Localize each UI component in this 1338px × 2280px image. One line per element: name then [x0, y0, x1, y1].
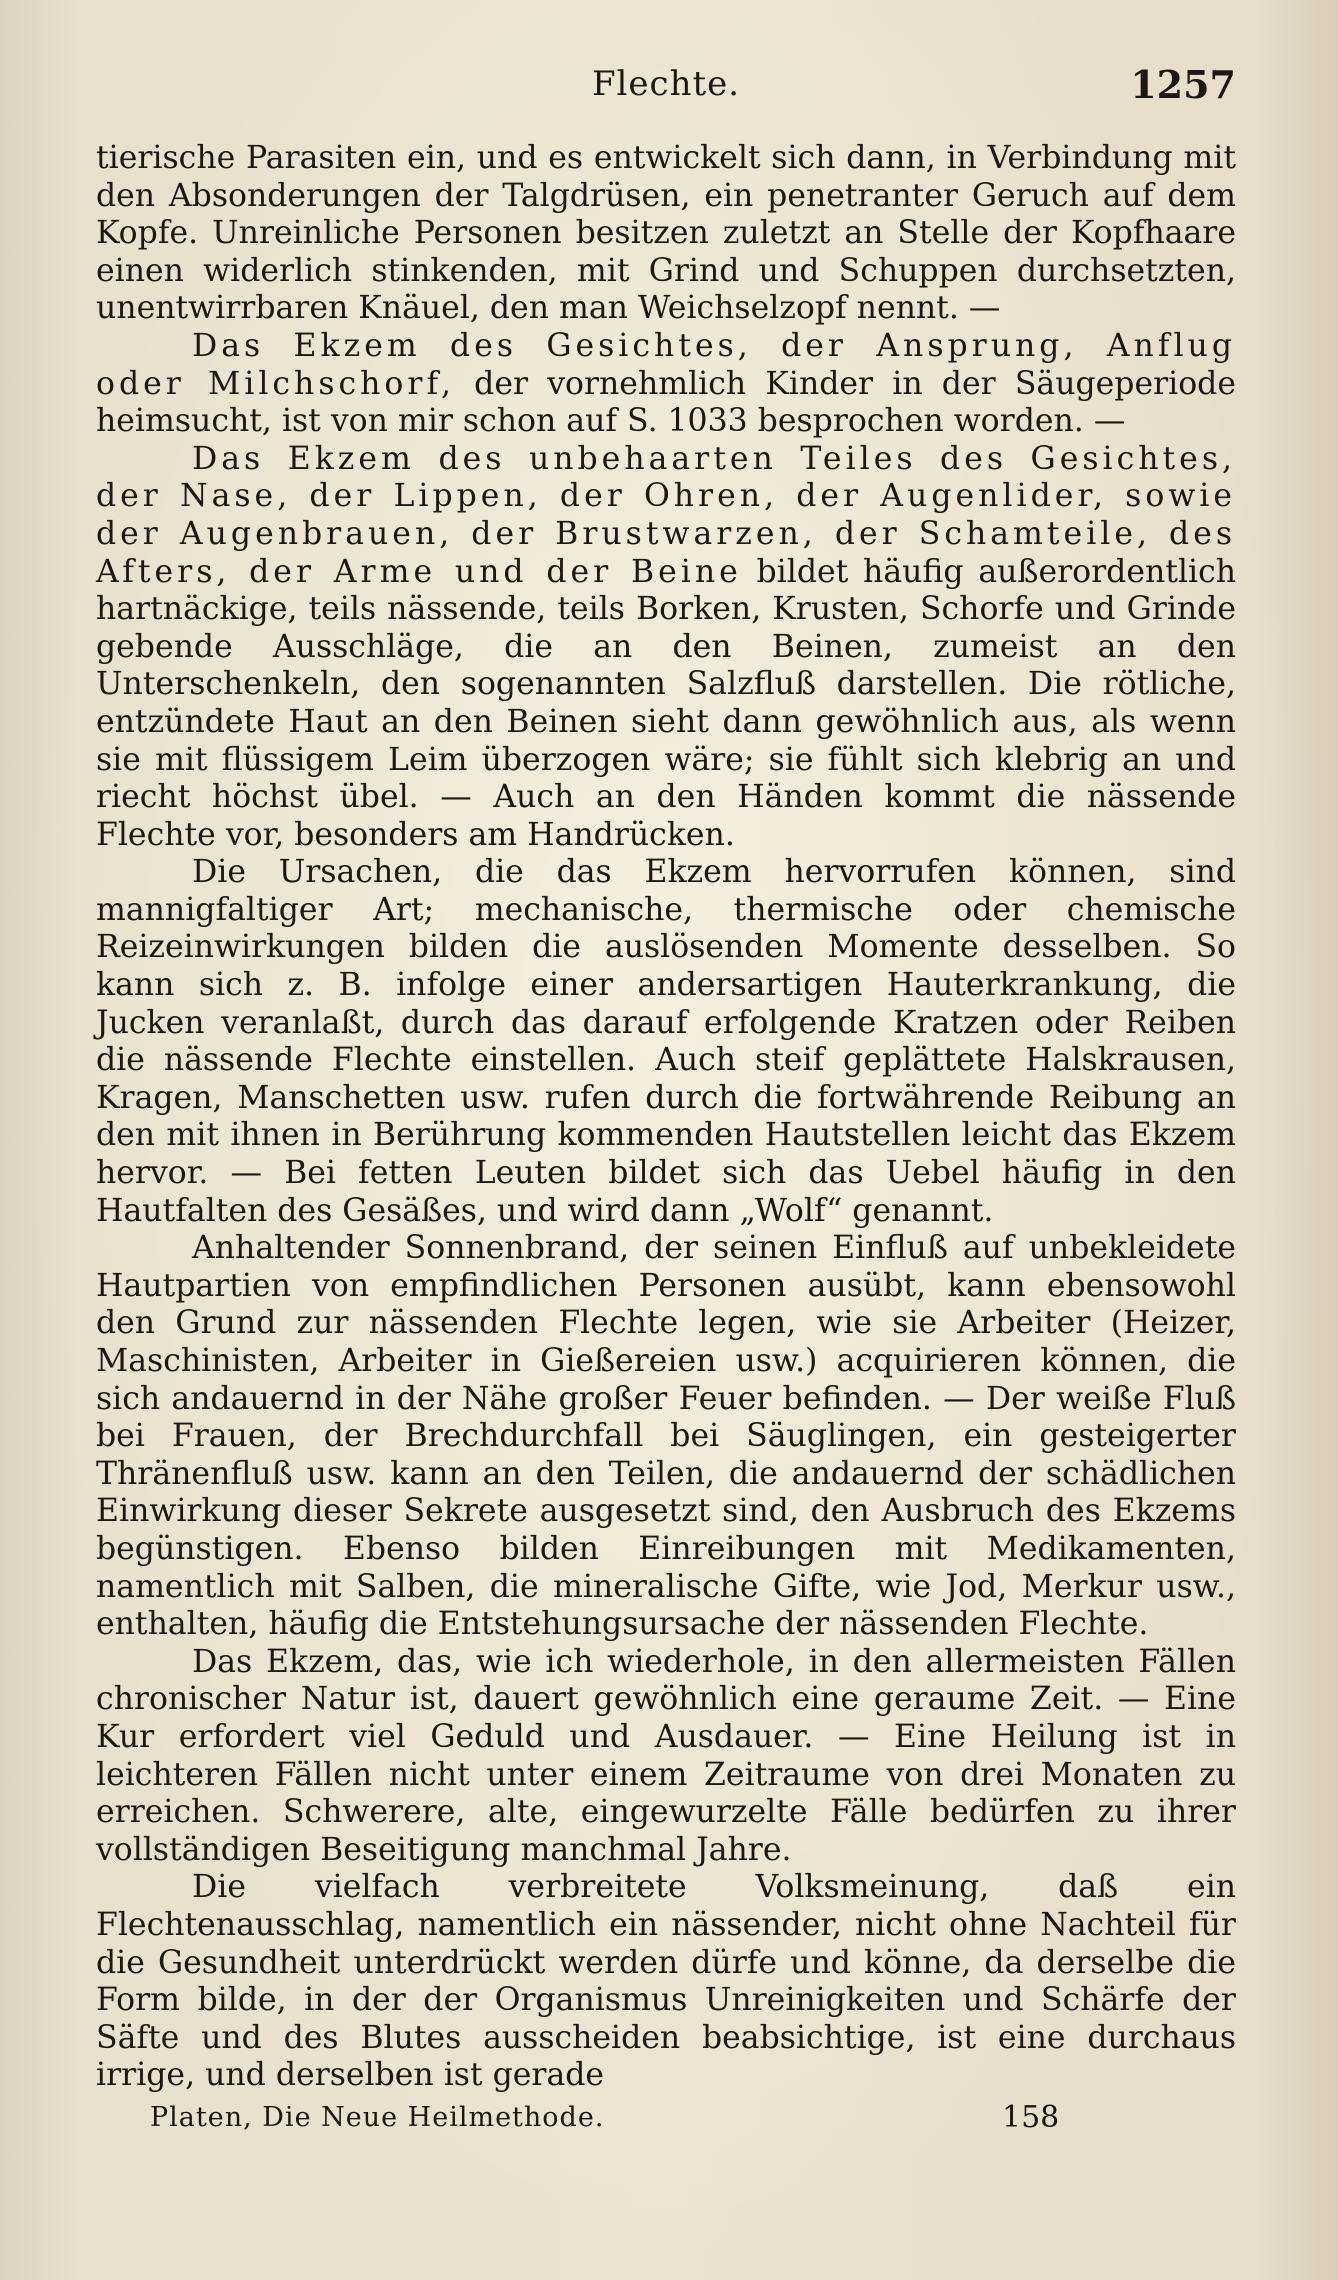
running-head: Flechte.: [591, 64, 741, 104]
paragraph: [96, 328, 1236, 441]
emphasized-text: Das Ekzem des unbehaarten Teiles des Gesichtes, der Nase, der Lippen, der Ohren, der Augenlider, sowie der Augenbrauen, der Brustwarzen, der Schamteile, des Afters, der Arme und der Beine: [96, 440, 1236, 590]
paragraph: [96, 1644, 1236, 1870]
page-number: 1257: [1130, 62, 1236, 107]
paragraph: [96, 441, 1236, 855]
paragraph-text: Anhaltender Sonnenbrand, der seinen Einfluß auf unbekleidete Hautpartien von empfindlichen Personen ausübt, kann ebensowohl den Grund zur nässenden Flechte legen, wie sie Arbeiter (Heizer, Maschinisten, Arbeiter in Gießereien usw.) acquirieren können, die sich andauernd in der Nähe großer Feuer befinden. — Der weiße Fluß bei Frauen, der Brechdurchfall bei Säuglingen, ein gesteigerter Thränenfluß usw. kann an den Teilen, die andauernd der schädlichen Einwirkung dieser Sekrete ausgesetzt sind, den Ausbruch des Ekzems begünstigen. Ebenso bilden Einreibungen mit Medikamenten, namentlich mit Salben, die mineralische Gifte, wie Jod, Merkur usw., enthalten, häufig die Entstehungsursache der nässenden Flechte.: [96, 1230, 1236, 1643]
paragraph-text: tierische Parasiten ein, und es entwickelt sich dann, in Verbindung mit den Absonderungen der Talgdrüsen, ein penetranter Geruch auf dem Kopfe. Unreinliche Personen besitzen zuletzt an Stelle der Kopfhaare einen widerlich stinkenden, mit Grind und Schuppen durchsetzten, unentwirrbaren Knäuel, den man Weichselzopf nennt. —: [96, 140, 1236, 327]
page-header: [96, 64, 1236, 116]
sheet-number: 158: [1002, 2100, 1060, 2135]
paragraph: [96, 854, 1236, 1230]
paragraph: [96, 1230, 1236, 1644]
paragraph-text: Die vielfach verbreitete Volksmeinung, daß ein Flechtenausschlag, namentlich ein nässender, nicht ohne Nachteil für die Gesundheit unterdrückt werden dürfe und könne, da derselbe die Form bilde, in der der Organismus Unreinigkeiten und Schärfe der Säfte und des Blutes ausscheiden beabsichtige, ist eine durchaus irrige, und derselben ist gerade: [96, 1869, 1236, 2094]
body-text: [96, 140, 1237, 2094]
paragraph-text: Die Ursachen, die das Ekzem hervorrufen können, sind mannigfaltiger Art; mechanische, thermische oder chemische Reizeinwirkungen bilden die auslösenden Momente desselben. So kann sich z. B. infolge einer andersartigen Hauterkrankung, die Jucken veranlaßt, durch das darauf erfolgende Kratzen oder Reiben die nässende Flechte einstellen. Auch steif geplättete Halskrausen, Kragen, Manschetten usw. rufen durch die fortwährende Reibung an den mit ihnen in Berührung kommenden Hautstellen leicht das Ekzem hervor. — Bei fetten Leuten bildet sich das Uebel häufig in den Hautfalten des Gesäßes, und wird dann „Wolf“ genannt.: [96, 854, 1236, 1229]
paragraph: [96, 140, 1236, 328]
paragraph: [96, 1869, 1236, 2095]
page-footer: [150, 2102, 1150, 2146]
paragraph-text: Das Ekzem, das, wie ich wiederhole, in den allermeisten Fällen chronischer Natur ist, dauert gewöhnlich eine geraume Zeit. — Eine Kur erfordert viel Geduld und Ausdauer. — Eine Heilung ist in leichteren Fällen nicht unter einem Zeitraume von drei Monaten zu erreichen. Schwerere, alte, eingewurzelte Fälle bedürfen zu ihrer vollständigen Beseitigung manchmal Jahre.: [96, 1643, 1236, 1868]
emphasized-text: Das Ekzem des Gesichtes, der Ansprung, Anflug oder Milchschorf,: [96, 327, 1236, 402]
paragraph-text: der vornehmlich Kinder in der Säugeperiode heimsucht, ist von mir schon auf S. 1033 besprochen worden. —: [96, 365, 1236, 440]
paragraph-text: bildet häufig außerordentlich hartnäckige, teils nässende, teils Borken, Krusten, Schorfe und Grinde gebende Ausschläge, die an den Beinen, zumeist an den Unterschenkeln, den sogenannten Salzfluß darstellen. Die rötliche, entzündete Haut an den Beinen sieht dann gewöhnlich aus, als wenn sie mit flüssigem Leim überzogen wäre; sie fühlt sich klebrig an und riecht höchst übel. — Auch an den Händen kommt die nässende Flechte vor, besonders am Handrücken.: [96, 553, 1237, 853]
book-signature: Platen, Die Neue Heilmethode.: [150, 2102, 605, 2133]
